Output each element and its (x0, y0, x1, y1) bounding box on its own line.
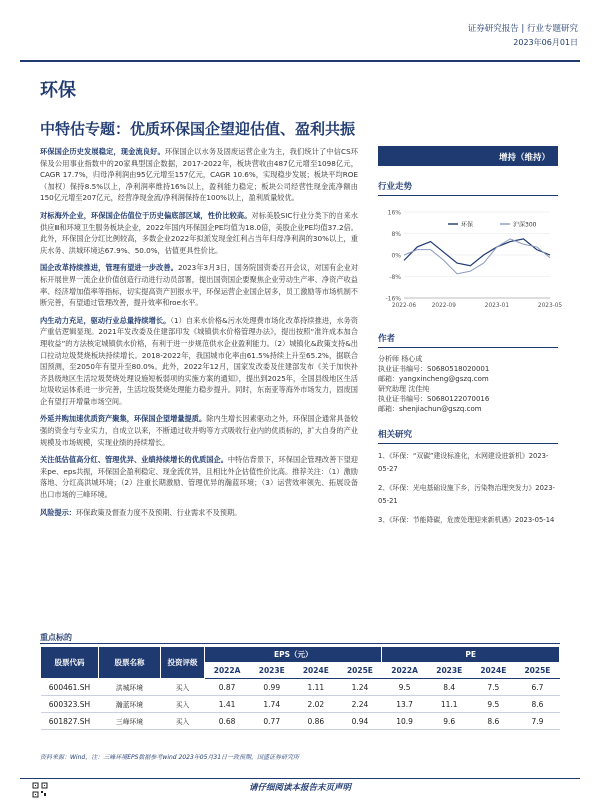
col-eps: EPS（元） (205, 647, 382, 663)
key-stocks-table (40, 646, 560, 730)
author-name: 杨心成 (401, 355, 423, 363)
related-index: 2、 (378, 484, 390, 492)
key-stocks-title: 重点标的 (40, 633, 72, 642)
eps-cell: 0.87 (205, 679, 250, 696)
related-list (378, 450, 558, 527)
eps-cell: 2.02 (294, 696, 338, 713)
pe-cell: 10.9 (382, 713, 427, 730)
eps-cell: 1.11 (294, 679, 338, 696)
y-tick-label: -16% (385, 295, 401, 303)
author-role: 研究助理 (378, 385, 406, 393)
related-title: 相关研究 (378, 428, 558, 444)
paragraph-lead: 环保国企历史发展稳定，现金流良好。 (40, 147, 165, 156)
report-type: 证券研究报告 | 行业专题研究 (467, 24, 578, 34)
eps-year-header: 2022A (205, 663, 250, 679)
body-paragraph (40, 413, 358, 448)
header-rule (20, 60, 580, 62)
pe-cell: 7.9 (515, 713, 559, 730)
stock-rating: 买入 (161, 696, 205, 713)
eps-cell: 0.68 (205, 713, 250, 730)
eps-year-header: 2025E (338, 663, 382, 679)
pe-cell: 9.5 (471, 696, 515, 713)
author-email: yangxincheng@gszq.com (399, 375, 489, 383)
paragraph-lead: 关注低估值高分红、管理优异、业绩持续增长的优质国企。 (40, 455, 228, 465)
author-email-row (378, 404, 558, 414)
report-header (468, 22, 578, 50)
pe-year-header: 2022A (382, 663, 427, 679)
paragraph-lead: 国企改革持续推进，管理有望进一步改善。 (40, 263, 178, 273)
author-mail-label: 邮箱： (378, 375, 399, 383)
author-cert-label: 执业证书编号： (378, 365, 427, 373)
body-paragraph (40, 210, 358, 256)
table-row (41, 713, 560, 730)
pe-year-header: 2024E (471, 663, 515, 679)
author-cert: S0680122070016 (427, 395, 490, 403)
report-title: 中特估专题：优质环保国企望迎估值、盈利共振 (40, 120, 356, 138)
author-cert-row (378, 364, 558, 374)
paragraph-text: 中特估背景下，环保国企管理改善下望迎来pe、eps共振，环保国企盈利稳定、现金流优异，且相比外企估值性价比高。推荐关注：（1）激励落地、分红高洪城环境；（2）注重长期激励、管理优异的瀚蓝环境；（3）运营效率领先、拓展设备出口市场的三峰环境。 (40, 455, 358, 500)
trend-chart (378, 202, 563, 314)
author-cert-label: 执业证书编号： (378, 395, 427, 403)
eps-cell: 0.77 (250, 713, 294, 730)
author-email-row (378, 374, 558, 384)
stock-code: 600323.SH (41, 696, 99, 713)
body-paragraph (40, 262, 358, 308)
eps-year-header: 2023E (250, 663, 294, 679)
paragraph-text: （1）自来水价格&污水处理费市场化改革持续推进，水务资产重估逻辑显现。2021年发改委及住建部印发《城镇供水价格管理办法》，提出按照“准许成本加合理收益”的方法核定城镇供水价格，有利于进一步规范供水企业盈利能力。（2）城镇化&政策支持&出口拉动垃圾焚烧板块持续增长。2018-2022年，我国城市化率由61.5%持续上升至65.2%，据联合国预测，至2050年有望升至80.0%。此外，2022年12月，国家发改委及住建部发布《关于加快补齐县级地区生活垃圾焚烧处理设施短板弱项的实施方案的通知》，提出到2025年，全国县级地区生活垃圾收运体系进一步完善，生活垃圾焚烧处理能力稳步提升。同时，东南亚等海外市场发力，固废国企有望打开增量市场空间。 (40, 315, 358, 406)
author-name-row (378, 354, 558, 364)
author-cert: S0680518020001 (427, 365, 490, 373)
pe-cell: 9.5 (382, 679, 427, 696)
sidebar (378, 146, 563, 527)
x-tick-label: 2022-06 (391, 303, 417, 309)
author-name-row (378, 384, 558, 394)
pe-cell: 6.7 (515, 679, 559, 696)
x-tick-label: 2022-09 (431, 303, 456, 309)
authors-title: 作者 (378, 332, 558, 348)
related-item[interactable] (378, 450, 558, 476)
col-rating: 投资评级 (161, 647, 205, 679)
paragraph-lead: 内生动力充足，驱动行业总量持续增长。 (40, 315, 171, 325)
pe-year-header: 2023E (427, 663, 471, 679)
author-mail-label: 邮箱： (378, 405, 399, 413)
paragraph-lead: 外延并购加速优质资产聚集，环保国企望增量提质。 (40, 414, 207, 424)
paragraph-text: 2023年3月3日，国务院国资委召开会议，对国有企业对标开展世界一流企业价值创造行动进行动员部署，提出国资国企要聚焦企业劳动生产率、净资产收益率、经济增加值率等指标，切实提高资产回报水平，环保运营企业国企居多，员工激励等市场机制不断完善，有望通过管理改善，提升效率和roe水平。 (40, 263, 358, 308)
pe-year-header: 2025E (515, 663, 559, 679)
eps-year-header: 2024E (294, 663, 338, 679)
author-role: 分析师 (378, 355, 399, 363)
legend-label: 沪深300 (513, 221, 537, 229)
paragraph-text: 除内生增长因素驱动之外，环保国企通常具备较强的资金与专业实力，自成立以来，不断通过收并购等方式吸收行业内的优质标的，扩大自身的产业规模及市场规模，实现业绩的持续增长。 (40, 414, 358, 447)
stock-name: 洪城环境 (99, 679, 161, 696)
related-text: 《环保：“双碳”建设标准化，水网建设进新机》2023-05-27 (378, 452, 549, 473)
eps-cell: 0.86 (294, 713, 338, 730)
paragraph-text: 环保国企以水务及固废运营企业为主，我们统计了中信CS环保及公用事业指数中的20家典型国企数据，2017-2022年，板块营收由487亿元增至1098亿元，CAGR 17.7%，归母净利润由95亿元增至157亿元，CAGR 10.6%，实现稳步发展；板块平均ROE（加权）保持8.5%以上，净利润率维持16%以上，盈利能力稳定；板块公司经营性现金流净额由150亿元增至207亿元，经营净现金流/净利润保持在100%以上，盈利质量较优。 (40, 147, 358, 203)
paragraph-text: 环保政策及督查力度不及预期、行业需求不及预期。 (75, 507, 242, 517)
stock-name: 三峰环境 (99, 713, 161, 730)
body-paragraph (40, 454, 358, 500)
eps-cell: 1.24 (338, 679, 382, 696)
table-source: 资料来源：Wind，注：三峰环境EPS数据参考wind 2023年05月31日一致预期，国盛证券研究所 (40, 754, 300, 761)
eps-cell: 0.94 (338, 713, 382, 730)
stock-rating: 买入 (161, 679, 205, 696)
related-item[interactable] (378, 482, 558, 508)
pe-cell: 13.7 (382, 696, 427, 713)
eps-cell: 2.24 (338, 696, 382, 713)
y-tick-label: 8% (391, 231, 401, 238)
stock-code: 600461.SH (41, 679, 99, 696)
pe-cell: 11.1 (427, 696, 471, 713)
footer-rule (20, 778, 580, 779)
paragraph-lead: 对标海外企业，环保国企估值位于历史偏底部区域，性价比较高。 (40, 210, 252, 220)
stock-rating: 买入 (161, 713, 205, 730)
eps-cell: 1.74 (250, 696, 294, 713)
related-text: 《环保：光电基础设施下乡，污染物治理突发力》2023-05-21 (378, 484, 556, 505)
table-row (41, 696, 560, 713)
trend-title: 行业走势 (378, 180, 558, 196)
report-date: 2023年06月01日 (513, 38, 578, 47)
body-paragraph (40, 315, 358, 408)
rating-badge: 增持（维持） (378, 146, 558, 166)
author-name: 沈佳纯 (408, 385, 430, 393)
body-paragraph (40, 146, 358, 204)
report-body (40, 146, 358, 524)
body-paragraph (40, 507, 358, 519)
paragraph-lead: 风险提示： (40, 507, 76, 517)
y-tick-label: -8% (389, 274, 401, 281)
author-cert-row (378, 394, 558, 404)
series-line-huanbao (404, 239, 550, 266)
col-name: 股票名称 (99, 647, 161, 679)
eps-cell: 0.99 (250, 679, 294, 696)
pe-cell: 8.6 (515, 696, 559, 713)
related-index: 3、 (378, 516, 390, 524)
authors-list (378, 354, 558, 414)
author-email: shenjiachun@gszq.com (399, 405, 482, 413)
pe-cell: 7.5 (471, 679, 515, 696)
col-pe: PE (382, 647, 560, 663)
x-tick-label: 2023-01 (484, 303, 510, 309)
col-code: 股票代码 (41, 647, 99, 679)
legend-label: 环保 (461, 221, 474, 229)
related-text: 《环保：节能降碳，危废处理迎来新机遇》2023-05-14 (389, 516, 555, 524)
pe-cell: 8.6 (471, 713, 515, 730)
paragraph-text: 对标美股SIC行业分类下的自来水供应Ⅲ和环境卫生服务板块企业，2022年国内环保国企PE均值为18.0倍，美股企业PE均值37.2倍。此外，环保国企分红比例较高，多数企业2022年拟派发现金红利占当年归母净利润的30%以上，重庆水务、洪城环境达67.9%、50.0%，估值更具性价比。 (40, 210, 358, 255)
stock-code: 601827.SH (41, 713, 99, 730)
y-tick-label: 0% (391, 252, 401, 260)
series-line-hs300 (404, 239, 550, 274)
eps-cell: 1.41 (205, 696, 250, 713)
related-index: 1、 (378, 452, 390, 460)
key-stocks-rule (40, 643, 560, 644)
trend-chart-svg (378, 202, 563, 314)
footer-notice: 请仔细阅读本报告末页声明 (248, 783, 351, 793)
related-item[interactable] (378, 514, 558, 527)
pe-cell: 9.6 (427, 713, 471, 730)
industry-name: 环保 (40, 80, 76, 101)
table-row (41, 679, 560, 696)
stock-name: 瀚蓝环境 (99, 696, 161, 713)
pe-cell: 8.4 (427, 679, 471, 696)
x-tick-label: 2023-05 (537, 303, 563, 309)
y-tick-label: 16% (387, 209, 401, 217)
